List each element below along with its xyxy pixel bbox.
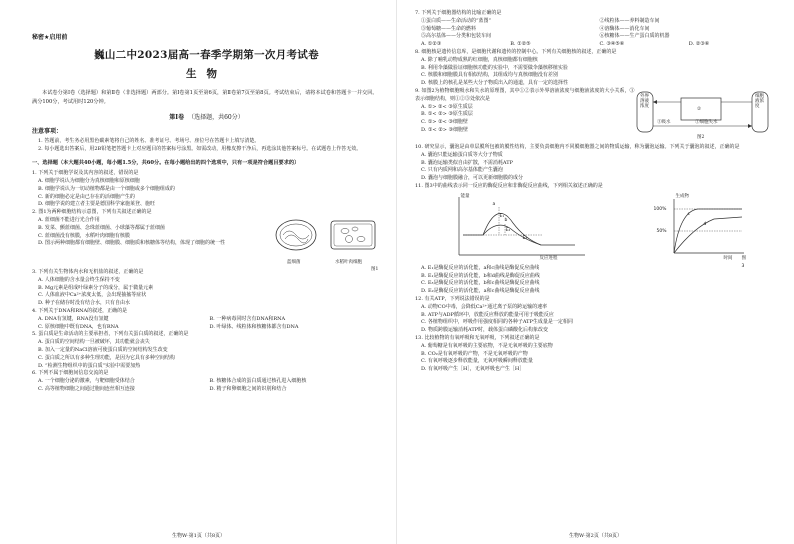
figure-label: 外界溶液浓度 <box>640 93 649 109</box>
question-stem: 1. 下列关于细胞学说及其内容的叙述，错误的是 <box>32 170 139 177</box>
question-11 <box>415 183 778 296</box>
exam-intro: 本试卷分第Ⅰ卷（选择题）和第Ⅱ卷（非选择题）两部分。第Ⅰ卷第1页至第6页，第Ⅱ卷第7页至第8页。考试结束后，请将本试卷和答题卡一并交回。满分100分，考试用时120分钟。 <box>32 90 378 105</box>
option: B. 一种病毒同时含有DNA和RNA <box>209 315 286 322</box>
question-10 <box>415 144 778 183</box>
question-6 <box>32 370 381 393</box>
option: A. 蓝细菌不能进行光合作用 <box>38 216 100 223</box>
option: A. DNA有氢键，RNA没有氢键 <box>38 315 109 322</box>
option: B. CO₂是有氧呼吸的产物，不是无氧呼吸的产物 <box>421 350 528 357</box>
figure-1-drawing <box>271 217 381 261</box>
energy-label: E₂ <box>505 227 511 233</box>
curve-label: b <box>504 217 508 223</box>
option: D. 囊泡与细胞膜融合，可以更新细胞膜的成分 <box>421 175 524 182</box>
option: A. ①②③ <box>421 41 442 48</box>
question-8 <box>415 49 778 88</box>
option: A. 人体细胞的含水量会终生保持不变 <box>38 276 120 283</box>
option: A. ①> ②< ③原生质层 <box>421 103 473 110</box>
option: A. 囊泡只能运输蛋白质等大分子物质 <box>421 151 503 158</box>
question-stem: 6. 下列不属于细胞间信息交流的是 <box>32 370 109 377</box>
secret-label: 秘密★启用前 <box>32 34 68 41</box>
question-stem: 4. 下列关于DNA和RNA的叙述，正确的是 <box>32 307 128 314</box>
list-item: ②线粒体——养料制造车间 <box>599 17 660 24</box>
figure-caption: 图3 <box>741 255 746 269</box>
option: B. Mg元素是组成叶绿素分子的成分，属于微量元素 <box>38 284 154 291</box>
option: B. ①②⑤ <box>510 41 531 48</box>
page-footer: 生物W·第2页（共8页） <box>568 533 623 539</box>
figure-label: 细胞液浓度 <box>755 93 764 109</box>
question-12 <box>415 296 778 335</box>
page-right <box>397 0 794 544</box>
axis-label-x: 时间 <box>723 255 733 261</box>
option: A. 动物CO中毒，会降低Ca²⁺通过离子泵的跨运输的速率 <box>421 303 548 310</box>
option: C. ③④⑤⑥ <box>599 41 625 48</box>
option: C. E₃是酶促反应的活化能，b和c曲线是酶促反应曲线 <box>421 280 540 287</box>
figure-label: 蓝细菌 <box>287 259 301 265</box>
option: C. 新的细胞必定是由已存在的活细胞产生的 <box>38 193 135 200</box>
figure-label: ①细胞失水 <box>695 119 718 125</box>
question-stem: 5. 蛋白质是生命活动的主要承担者，下列有关蛋白质的叙述，正确的是 <box>32 331 189 338</box>
option: C. 只有内质网和高尔基体能产生囊泡 <box>421 167 503 174</box>
list-item: ④溶酶体——消化车间 <box>599 25 650 32</box>
option: B. ①< ②> ③原生质层 <box>421 111 473 118</box>
option: A. 细胞学说认为细胞分为真核细胞和原核细胞 <box>38 177 140 184</box>
question-9 <box>415 88 778 144</box>
list-item: ③葡萄糖——生命的燃料 <box>421 25 477 32</box>
figure-2-drawing <box>635 88 770 138</box>
juan-sub: （选择题，共60分） <box>188 114 244 122</box>
option: D. 图示两种细胞都有细胞壁、细胞膜、细胞质和核糖体等结构，体现了细胞的统一性 <box>38 240 226 247</box>
question-stem: 12. 有关ATP，下列说法错误的是 <box>415 295 490 302</box>
axis-label-x: 反应进程 <box>539 255 558 261</box>
list-item: ⑥核糖体——生产蛋白质的机器 <box>599 33 670 40</box>
option: C. 蓝细菌没有核膜，水稻叶肉细胞有核膜 <box>38 232 130 239</box>
option: B. 加入一定量的NaCl溶液可使蛋白质的空间结构发生改变 <box>38 346 168 353</box>
option: C. 高等植物细胞之间通过胞间连丝相互连接 <box>38 385 135 392</box>
option: A. 蛋白质的空间结构一旦被破坏，其功能就会丧失 <box>38 339 150 346</box>
curve-label: a <box>492 201 496 207</box>
juan-title: 第Ⅰ卷 <box>169 114 185 122</box>
option: A. 一个细胞分泌的激素，与靶细胞受体结合 <box>38 378 135 385</box>
option: D. 种子在储存时没有结合水，只有自由水 <box>38 300 131 307</box>
option: D. 物质跨膜运输消耗ATP时，载体蛋白磷酸化后构象改变 <box>421 327 549 334</box>
exam-subject: 生物 <box>186 68 227 80</box>
option: D. “检测生物组织中的蛋白质”实验中需要加热 <box>38 362 141 369</box>
question-stem: 2. 图1为两种细胞结构示意图，下列有关叙述正确的是 <box>32 209 152 216</box>
question-stem: 11. 图3中的曲线表示同一反应的酶促反应和非酶促反应曲线，下列相关叙述正确的是 <box>415 182 603 189</box>
question-stem: 3. 下列有关生物体内水和无机盐的叙述，正确的是 <box>32 268 144 275</box>
product-curve <box>653 193 749 269</box>
list-item: ①蛋白质——生命活动的“蓝图” <box>421 17 492 24</box>
note-item: 2. 每小题选出答案后，用2B铅笔把答题卡上对应题目的答案标号涂黑。如需改动，用橡皮擦干净后，再选涂其他答案标号。在试题卷上作答无效。 <box>38 146 362 153</box>
question-stem: 10. 研究显示，囊泡是由单层膜所包被的膜性结构，主要负责细胞内不同膜细胞器之间的物质运输，称为囊泡运输。下列关于囊泡的叙述，正确的是 <box>415 143 740 150</box>
option: C. ①> ②< ③细胞壁 <box>421 119 468 126</box>
option: C. 有氧呼吸逐步释放能量，无氧呼吸瞬间释放能量 <box>421 358 533 365</box>
option: B. E₁是酶促反应的活化能，b和d曲线是酶促反应曲线 <box>421 272 540 279</box>
figure-label: ③吸水 <box>657 119 671 125</box>
figure-1 <box>271 217 381 272</box>
energy-diagram-drawing <box>445 193 595 263</box>
question-stem: 9. 如图2为植物细胞吸水和失水的原理图，其中①②表示外界溶液浓度与细胞液浓度的大小关系，③表示细胞结构，则①②③处依次是 <box>415 87 635 102</box>
notes-title: 注意事项： <box>32 128 63 136</box>
curve-label: d <box>703 221 707 227</box>
axis-label-y: 生成物 <box>675 193 689 199</box>
question-stem: 13. 比较植物的有氧呼吸和无氧呼吸，下列叙述正确的是 <box>415 334 540 341</box>
option: B. 发菜、颤蓝细菌、念珠蓝细菌、小球藻等都属于蓝细菌 <box>38 224 165 231</box>
option: D. 核膜上的核孔是某些大分子物质出入的通道，具有一定的选择性 <box>421 80 569 87</box>
option: B. 细胞学说认为一切动植物都是由一个细胞或多个细胞组成的 <box>38 185 175 192</box>
figure-caption: 图2 <box>697 134 705 140</box>
option: D. 精子和卵细胞之间的识别和结合 <box>209 385 287 392</box>
question-13 <box>415 335 778 374</box>
option: B. 利用伞藻做验证细胞核功能的实验中，不需要做伞藻核移植实验 <box>421 64 568 71</box>
option: D. E₂是酶促反应的活化能，a和c曲线是酶促反应曲线 <box>421 288 540 295</box>
figure-caption: 图1 <box>371 266 379 272</box>
option: D. ②③⑥ <box>688 41 710 48</box>
exam-title: 巍山二中2023届高一春季学期第一次月考试卷 <box>94 49 319 61</box>
list-item: ⑤高尔基体——分类和包装车间 <box>421 33 492 40</box>
question-4 <box>32 308 381 331</box>
section-heading: 一、选择题（本大题共40小题，每小题1.5分，共60分。在每小题给出的四个选项中，只有一项是符合题目要求的） <box>32 160 300 167</box>
option: D. 叶绿体、线粒体和核糖体都含有DNA <box>209 323 299 330</box>
option: D. ①< ②> ③细胞壁 <box>421 126 469 133</box>
option: B. ATP与ADP循环中，放能反应释放的能量可用于吸能反应 <box>421 311 554 318</box>
question-stem: 8. 细胞核是遗传信息库，是细胞代谢和遗传的控制中心。下列有关细胞核的叙述，正确的是 <box>415 48 617 55</box>
energy-label: E₃ <box>522 235 528 241</box>
figure-label: 水稻叶肉细胞 <box>335 259 362 265</box>
option: A. E₁是酶促反应的活化能，a和c曲线是酶促反应曲线 <box>421 264 540 271</box>
option: D. 细胞学说的建立者主要是德国科学家施莱登、施旺 <box>38 201 156 208</box>
option: B. 囊泡运输类似自由扩散，不需消耗ATP <box>421 159 513 166</box>
figure-2 <box>635 88 770 144</box>
energy-diagram <box>445 193 595 263</box>
curve-label: c <box>687 211 690 217</box>
product-curve-drawing <box>654 193 749 263</box>
option: A. 葡萄糖是有氧呼吸的主要底物，不是无氧呼吸的主要底物 <box>421 342 553 349</box>
question-3 <box>32 269 381 308</box>
option: C. 蛋白质之所以有多种生理功能，是因为它具有多种空间结构 <box>38 354 175 361</box>
question-5 <box>32 331 381 370</box>
option: C. 人体血液中Ca²⁺浓度太低，会出现抽搐等症状 <box>38 292 147 299</box>
option: C. 原核细胞中既有DNA，也有RNA <box>38 323 119 330</box>
question-1 <box>32 170 381 209</box>
juan-heading <box>32 112 381 121</box>
figure-label: ② <box>697 106 702 112</box>
option: A. 除了哺乳动物成熟的红细胞，真核细胞都有细胞核 <box>421 56 538 63</box>
option: D. 有氧呼吸产生［H］，无氧呼吸也产生［H］ <box>421 366 525 373</box>
energy-label: E₁ <box>499 213 505 219</box>
note-item: 1. 答题前，考生务必用黑色碳素笔将自己的姓名、准考证号、考场号、座位号在答题卡上填写清楚。 <box>38 138 260 145</box>
option: C. 核膜和细胞膜具有相似结构，其组成均与真核细胞没有差别 <box>421 72 558 79</box>
page-footer: 生物W·第1页（共8页） <box>171 533 226 539</box>
tick-label: 50% <box>656 228 667 234</box>
axis-label-y: 能量 <box>460 193 470 199</box>
option: C. 各植物组织中，呼吸作用强度相同的各种子ATP生成量是一定相同 <box>421 319 573 326</box>
option: B. 核糖体合成的蛋白质通过核孔进入细胞核 <box>209 378 307 385</box>
question-stem: 7. 下列关于细胞器结构的比喻正确的是 <box>415 10 502 16</box>
tick-label: 100% <box>653 206 667 212</box>
question-7 <box>415 10 778 49</box>
